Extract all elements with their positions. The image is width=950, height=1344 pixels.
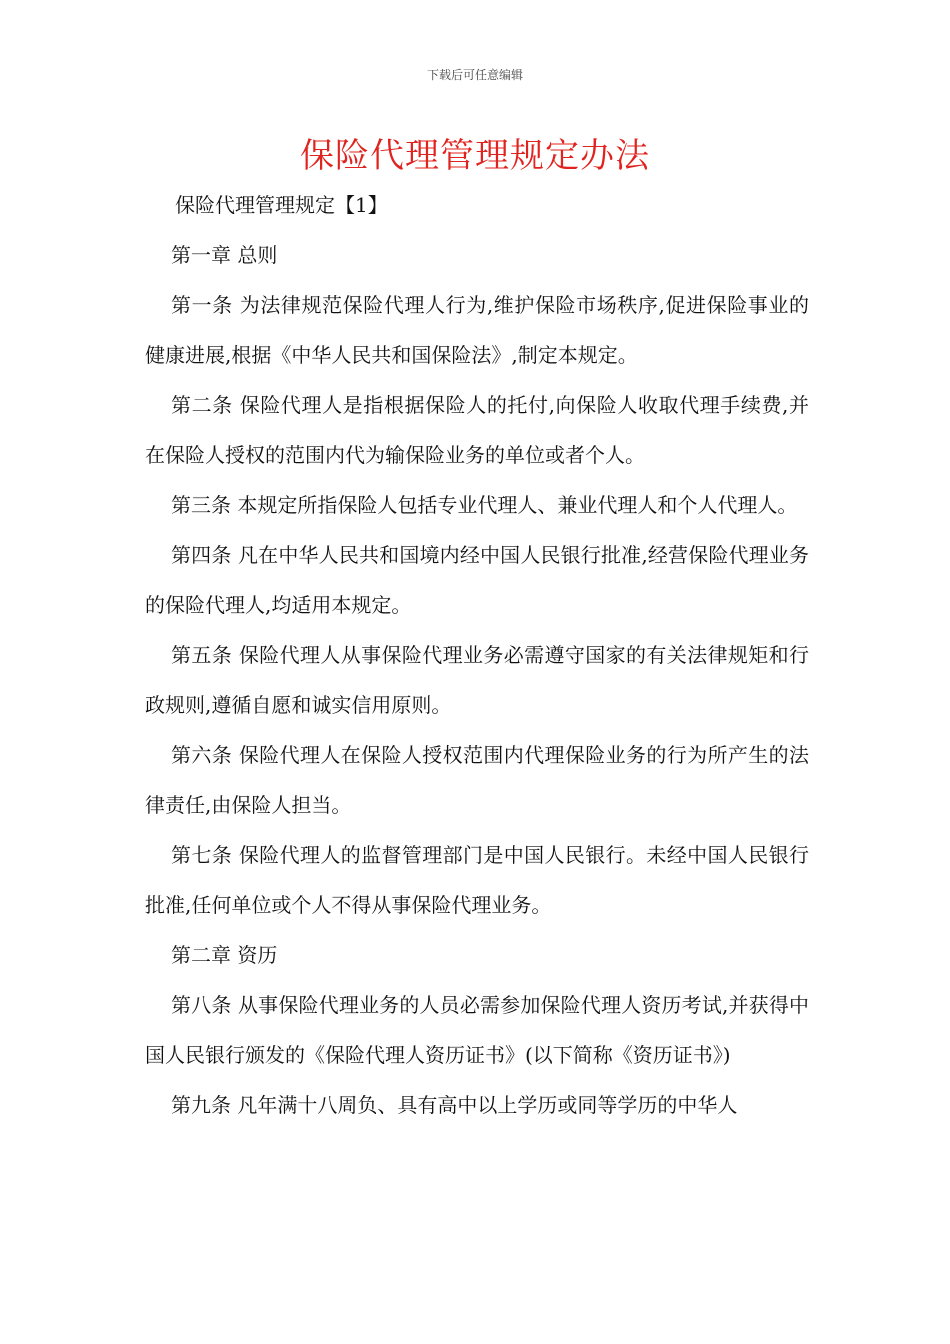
chapter-heading-2: 第二章 资历 — [171, 943, 278, 967]
article-7: 第七条 保险代理人的监督管理部门是中国人民银行。未经中国人民银行批准,任何单位或个人不得从事保险代理业务。 — [145, 843, 809, 917]
article-4: 第四条 凡在中华人民共和国境内经中国人民银行批准,经营保险代理业务的保险代理人,均适用本规定。 — [145, 543, 809, 617]
article-1: 第一条 为法律规范保险代理人行为,维护保险市场秩序,促进保险事业的健康进展,根据《中华人民共和国保险法》,制定本规定。 — [145, 293, 809, 367]
header-note: 下载后可任意编辑 — [426, 68, 523, 82]
article-8: 第八条 从事保险代理业务的人员必需参加保险代理人资历考试,并获得中国人民银行颁发的《保险代理人资历证书》(以下简称《资历证书》) — [145, 993, 809, 1067]
article-6: 第六条 保险代理人在保险人授权范围内代理保险业务的行为所产生的法律责任,由保险人担当。 — [145, 743, 809, 817]
article-2: 第二条 保险代理人是指根据保险人的托付,向保险人收取代理手续费,并在保险人授权的范围内代为输保险业务的单位或者个人。 — [145, 393, 809, 467]
chapter-heading-1: 第一章 总则 — [171, 243, 278, 267]
article-3: 第三条 本规定所指保险人包括专业代理人、兼业代理人和个人代理人。 — [171, 493, 798, 517]
article-9: 第九条 凡年满十八周负、具有高中以上学历或同等学历的中华人 — [171, 1093, 738, 1117]
document-body — [145, 180, 809, 1130]
subtitle: 保险代理管理规定【1】 — [175, 193, 388, 217]
document-title: 保险代理管理规定办法 — [300, 136, 650, 176]
article-5: 第五条 保险代理人从事保险代理业务必需遵守国家的有关法律规矩和行政规则,遵循自愿和诚实信用原则。 — [145, 643, 809, 717]
